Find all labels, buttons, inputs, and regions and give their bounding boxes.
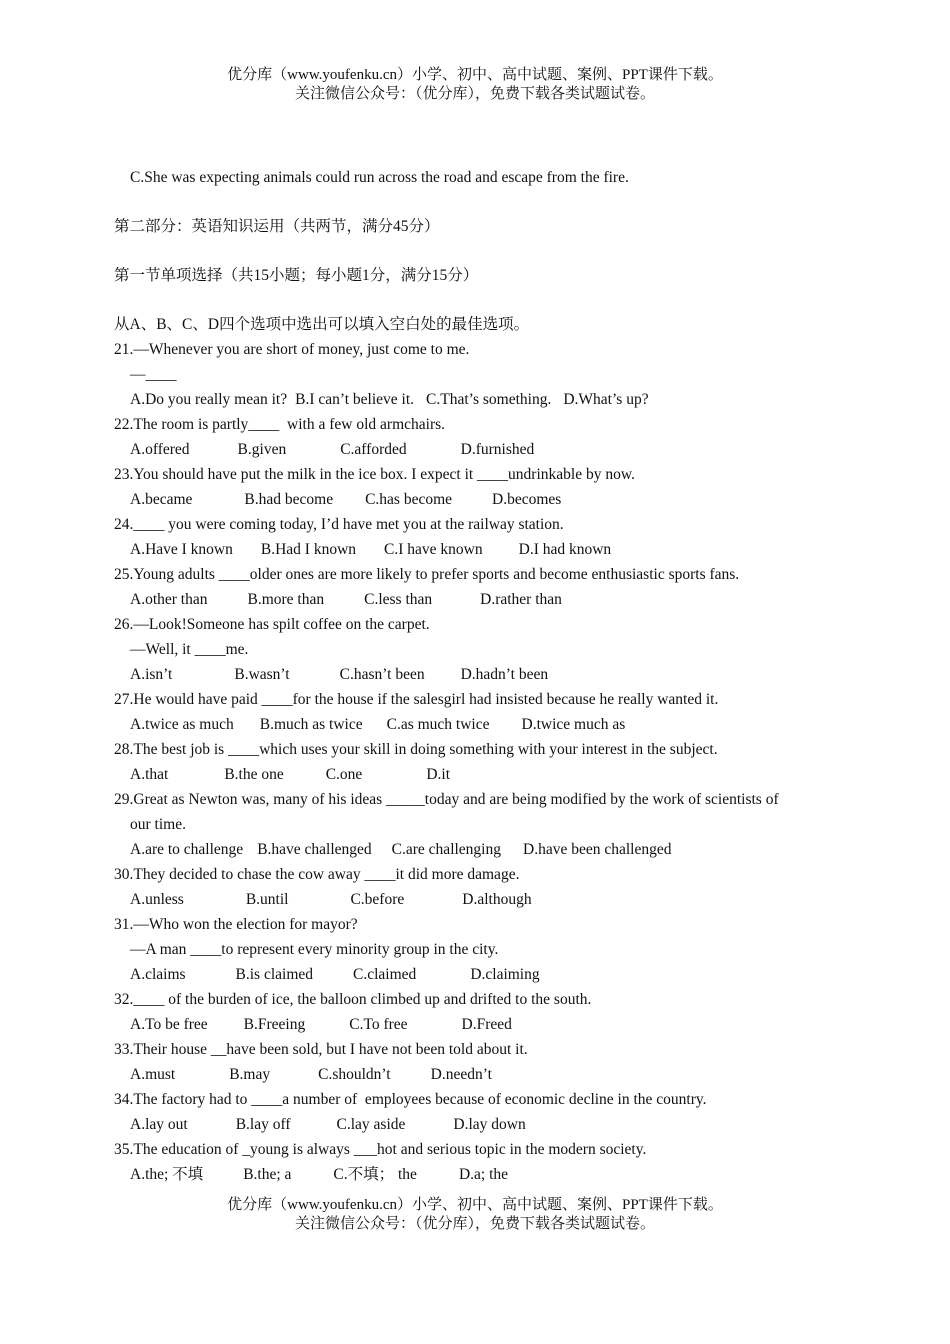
question-stem: 33.Their house __have been sold, but I have not been told about it.	[114, 1041, 528, 1058]
answer-option-c[interactable]: C.不填； the	[333, 1166, 417, 1183]
question-stem: 26.—Look!Someone has spilt coffee on the carpet.	[114, 616, 430, 633]
answer-option-c[interactable]: C.are challenging	[391, 841, 501, 858]
answer-option-c[interactable]: C.as much twice	[386, 716, 490, 733]
answer-option-c[interactable]: C.shouldn’t	[318, 1066, 391, 1083]
answer-options	[114, 1062, 844, 1087]
question-item	[114, 737, 844, 787]
question-stem-continued: our time.	[130, 816, 186, 833]
answer-option-b[interactable]: B.more than	[247, 591, 325, 608]
question-stem: 30.They decided to chase the cow away ____it did more damage.	[114, 866, 520, 883]
answer-option-c[interactable]: C.To free	[349, 1016, 408, 1033]
answer-option-b[interactable]: B.have challenged	[257, 841, 372, 858]
answer-option-a[interactable]: A.lay out	[130, 1116, 188, 1133]
answer-option-b[interactable]: B.the; a	[243, 1166, 292, 1183]
answer-option-c[interactable]: C.before	[350, 891, 405, 908]
answer-option-b[interactable]: B.I can’t believe it.	[295, 391, 415, 408]
answer-option-c[interactable]: C.less than	[364, 591, 433, 608]
answer-options	[114, 1162, 844, 1187]
question-stem: 23.You should have put the milk in the ice box. I expect it ____undrinkable by now.	[114, 466, 635, 483]
dialogue-line: —A man ____to represent every minority group in the city.	[130, 941, 499, 958]
answer-options	[114, 487, 844, 512]
question-stem: 21.—Whenever you are short of money, just come to me.	[114, 341, 470, 358]
answer-option-c[interactable]: C.I have known	[384, 541, 483, 558]
answer-option-b[interactable]: B.until	[245, 891, 289, 908]
answer-option-b[interactable]: B.lay off	[235, 1116, 291, 1133]
question-item	[114, 1087, 844, 1137]
answer-option-d[interactable]: D.needn’t	[430, 1066, 492, 1083]
answer-option-d[interactable]: D.furnished	[460, 441, 535, 458]
exam-content	[114, 165, 844, 1187]
question-stem: 32.____ of the burden of ice, the balloon climbed up and drifted to the south.	[114, 991, 592, 1008]
question-stem: 25.Young adults ____older ones are more likely to prefer sports and become enthusiastic sports fans.	[114, 566, 740, 583]
answer-option-a[interactable]: A.isn’t	[130, 666, 173, 683]
answer-option-d[interactable]: D.I had known	[518, 541, 612, 558]
question-item	[114, 462, 844, 512]
answer-option-c[interactable]: C.claimed	[353, 966, 417, 983]
answer-option-a[interactable]: A.offered	[130, 441, 190, 458]
question-item	[114, 787, 844, 862]
question-stem: 35.The education of _young is always ___hot and serious topic in the modern society.	[114, 1141, 647, 1158]
answer-option-d[interactable]: D.it	[426, 766, 450, 783]
dialogue-line: —____	[130, 366, 177, 383]
question-stem: 29.Great as Newton was, many of his ideas _____today and are being modified by the work of scientists of	[114, 791, 779, 808]
page-footer	[0, 1196, 950, 1234]
answer-option-b[interactable]: B.Had I known	[260, 541, 357, 558]
answer-option-d[interactable]: D.a; the	[458, 1166, 509, 1183]
answer-option-b[interactable]: B.much as twice	[259, 716, 363, 733]
question-item	[114, 862, 844, 912]
footer-line-2: 关注微信公众号：（优分库），免费下载各类试题试卷。	[294, 1216, 655, 1232]
answer-options	[114, 712, 844, 737]
question-stem: 34.The factory had to ____a number of employees because of economic decline in the country.	[114, 1091, 707, 1108]
answer-options	[114, 1012, 844, 1037]
answer-option-d[interactable]: D.Freed	[461, 1016, 512, 1033]
answer-options	[114, 837, 844, 862]
question-stem: 24.____ you were coming today, I’d have met you at the railway station.	[114, 516, 564, 533]
answer-option-a[interactable]: A.are to challenge	[130, 841, 244, 858]
part-title: 第二部分：英语知识运用（共两节，满分45分）	[114, 218, 440, 235]
answer-option-b[interactable]: B.the one	[224, 766, 284, 783]
question-item	[114, 1037, 844, 1087]
instruction: 从A、B、C、D四个选项中选出可以填入空白处的最佳选项。	[114, 316, 530, 333]
answer-option-a[interactable]: A.claims	[130, 966, 186, 983]
answer-option-a[interactable]: A.twice as much	[130, 716, 234, 733]
question-item	[114, 512, 844, 562]
question-item	[114, 987, 844, 1037]
answer-options	[114, 962, 844, 987]
answer-option-b[interactable]: B.Freeing	[243, 1016, 306, 1033]
answer-option-a[interactable]: A.must	[130, 1066, 176, 1083]
question-item	[114, 687, 844, 737]
answer-option-a[interactable]: A.Have I known	[130, 541, 233, 558]
answer-option-d[interactable]: D.although	[462, 891, 532, 908]
answer-option-b[interactable]: B.is claimed	[235, 966, 314, 983]
question-item	[114, 562, 844, 612]
answer-options	[114, 762, 844, 787]
answer-option-c[interactable]: C.hasn’t been	[339, 666, 425, 683]
question-stem: 27.He would have paid ____for the house if the salesgirl had insisted because he really wanted it.	[114, 691, 719, 708]
question-item	[114, 612, 844, 687]
answer-option-d[interactable]: D.claiming	[470, 966, 540, 983]
header-line-1: 优分库（www.youfenku.cn）小学、初中、高中试题、案例、PPT课件下载。	[227, 67, 723, 83]
answer-options	[114, 662, 844, 687]
answer-options	[114, 437, 844, 462]
answer-option-c[interactable]: C.has become	[365, 491, 453, 508]
answer-option-c[interactable]: C.afforded	[340, 441, 407, 458]
answer-option-c[interactable]: C.one	[325, 766, 363, 783]
footer-line-1: 优分库（www.youfenku.cn）小学、初中、高中试题、案例、PPT课件下载。	[227, 1197, 723, 1213]
answer-options	[114, 1112, 844, 1137]
answer-option-d[interactable]: D.lay down	[453, 1116, 526, 1133]
answer-option-c[interactable]: C.That’s something.	[426, 391, 552, 408]
answer-option-d[interactable]: D.have been challenged	[523, 841, 672, 858]
question-stem: 22.The room is partly____ with a few old armchairs.	[114, 416, 446, 433]
answer-options	[114, 537, 844, 562]
question-item	[114, 912, 844, 987]
answer-options	[114, 887, 844, 912]
answer-option-b[interactable]: B.wasn’t	[234, 666, 290, 683]
intro-line: C.She was expecting animals could run across the road and escape from the fire.	[130, 169, 629, 186]
question-list	[114, 337, 844, 1187]
question-stem: 31.—Who won the election for mayor?	[114, 916, 358, 933]
answer-option-d[interactable]: D.becomes	[492, 491, 562, 508]
answer-option-d[interactable]: D.twice much as	[521, 716, 626, 733]
answer-option-b[interactable]: B.may	[229, 1066, 271, 1083]
question-item	[114, 1137, 844, 1187]
answer-option-a[interactable]: A.became	[130, 491, 193, 508]
header-line-2: 关注微信公众号：（优分库），免费下载各类试题试卷。	[294, 86, 655, 102]
question-stem: 28.The best job is ____which uses your skill in doing something with your interest in the subject.	[114, 741, 718, 758]
answer-option-a[interactable]: A.Do you really mean it?	[130, 391, 288, 408]
answer-option-a[interactable]: A.the; 不填	[130, 1166, 204, 1183]
answer-option-c[interactable]: C.lay aside	[336, 1116, 406, 1133]
answer-option-d[interactable]: D.rather than	[480, 591, 562, 608]
answer-options	[114, 387, 844, 412]
question-item	[114, 337, 844, 412]
section-title: 第一节单项选择（共15小题；每小题1分，满分15分）	[114, 267, 479, 284]
answer-option-b[interactable]: B.had become	[244, 491, 334, 508]
answer-option-d[interactable]: D.What’s up?	[563, 391, 649, 408]
answer-option-a[interactable]: A.that	[130, 766, 169, 783]
answer-option-a[interactable]: A.unless	[130, 891, 184, 908]
answer-option-d[interactable]: D.hadn’t been	[460, 666, 549, 683]
answer-option-b[interactable]: B.given	[237, 441, 287, 458]
answer-option-a[interactable]: A.To be free	[130, 1016, 208, 1033]
answer-options	[114, 587, 844, 612]
page-header	[0, 66, 950, 104]
question-item	[114, 412, 844, 462]
answer-option-a[interactable]: A.other than	[130, 591, 208, 608]
dialogue-line: —Well, it ____me.	[130, 641, 249, 658]
